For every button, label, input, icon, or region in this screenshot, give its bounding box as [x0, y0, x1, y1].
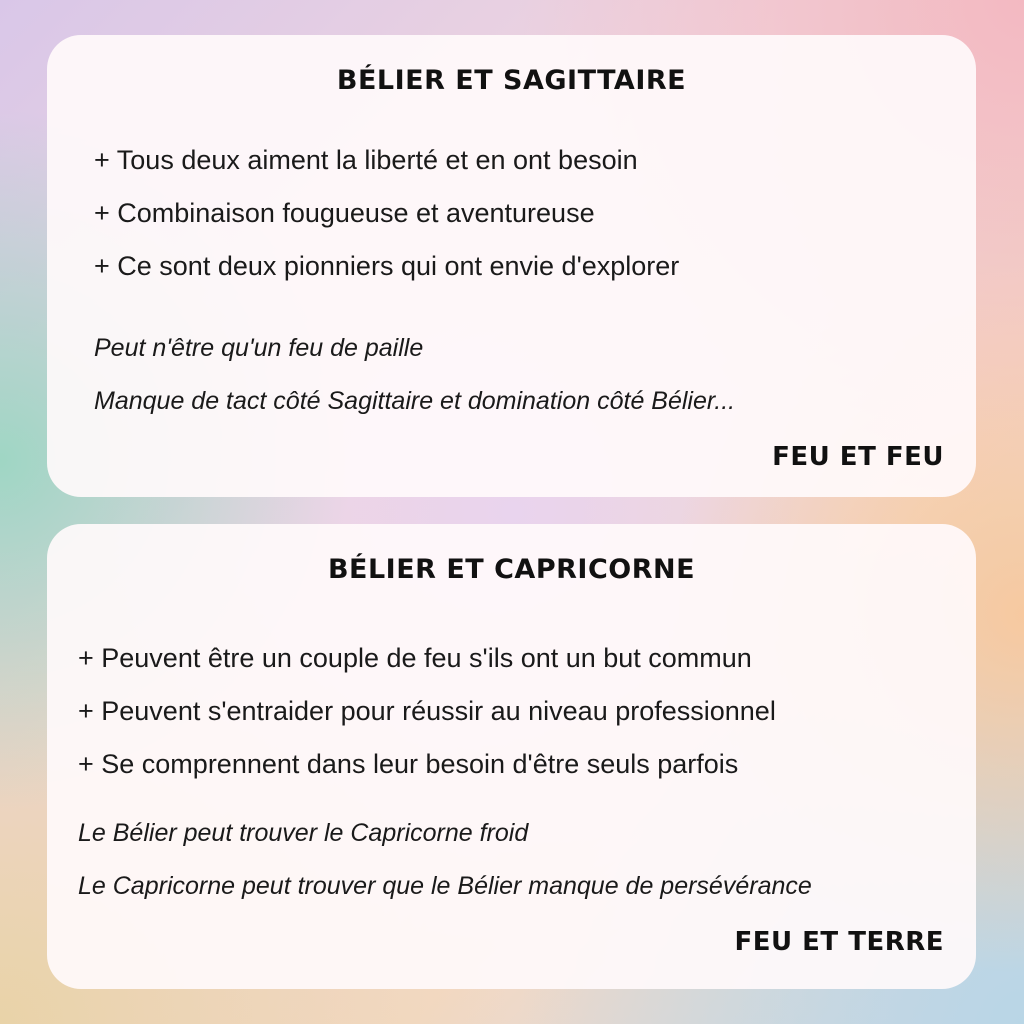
pro-item: + Peuvent être un couple de feu s'ils ont un but commun	[78, 643, 752, 673]
pro-item: + Ce sont deux pionniers qui ont envie d'explorer	[94, 251, 680, 281]
card-title: BÉLIER ET SAGITTAIRE	[336, 65, 687, 96]
cons-list	[94, 322, 735, 428]
pros-list	[94, 134, 679, 293]
pros-list	[78, 632, 776, 791]
compatibility-card-belier-capricorne	[47, 524, 976, 989]
pro-item: + Peuvent s'entraider pour réussir au niveau professionnel	[78, 696, 776, 726]
con-item: Le Bélier peut trouver le Capricorne froid	[78, 819, 529, 847]
pro-item: + Tous deux aiment la liberté et en ont besoin	[94, 145, 638, 175]
cons-list	[78, 807, 812, 913]
element-tag: FEU ET TERRE	[734, 927, 944, 957]
pro-item: + Se comprennent dans leur besoin d'être seuls parfois	[78, 749, 739, 779]
con-item: Manque de tact côté Sagittaire et domination côté Bélier...	[94, 387, 736, 415]
con-item: Peut n'être qu'un feu de paille	[94, 334, 424, 362]
con-item: Le Capricorne peut trouver que le Bélier manque de persévérance	[78, 872, 812, 900]
card-title: BÉLIER ET CAPRICORNE	[327, 554, 696, 585]
pro-item: + Combinaison fougueuse et aventureuse	[94, 198, 595, 228]
compatibility-card-belier-sagittaire	[47, 35, 976, 497]
element-tag: FEU ET FEU	[772, 442, 944, 472]
